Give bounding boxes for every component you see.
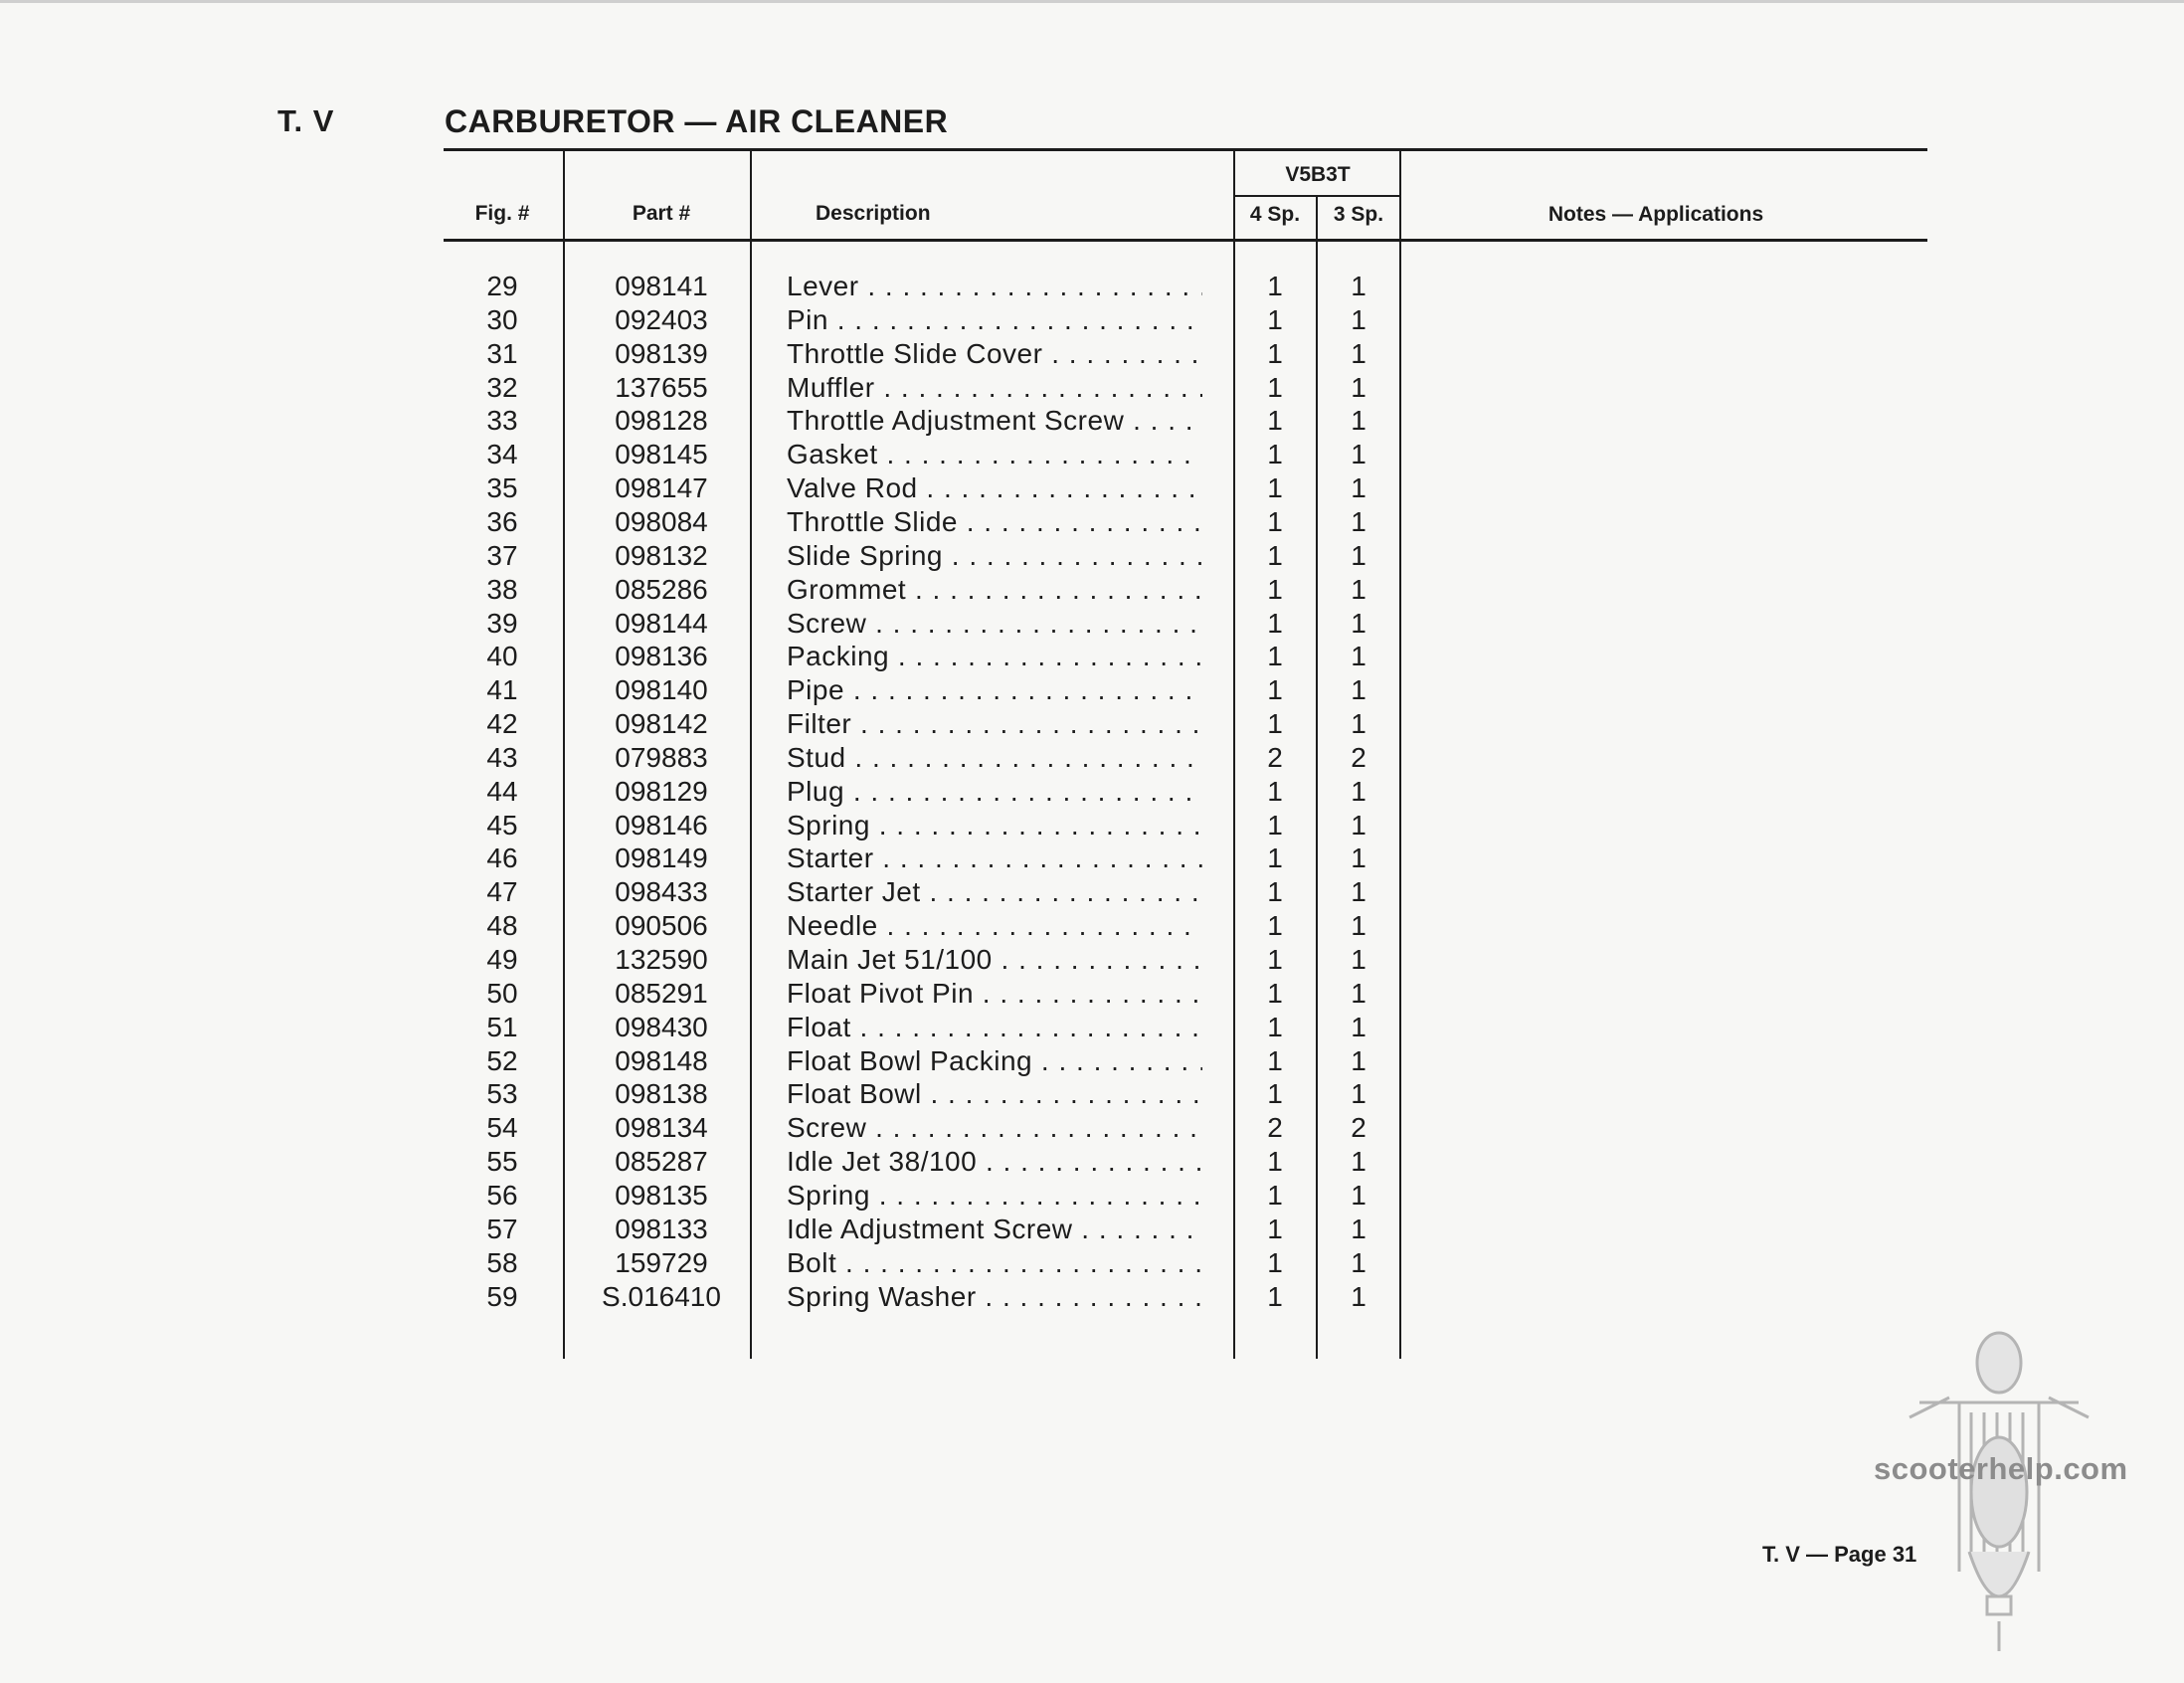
description-cell: Float Pivot Pin . . . xyxy=(787,977,1202,1011)
table-row xyxy=(0,1077,2184,1111)
description-cell: Main Jet 51/100 . . . xyxy=(787,943,1202,977)
fig-cell: 34 xyxy=(486,439,518,470)
qty-4sp-cell: 1 xyxy=(1267,1280,1283,1312)
fig-cell: 39 xyxy=(486,607,518,639)
qty-3sp-cell: 1 xyxy=(1351,303,1366,335)
qty-3sp-cell: 1 xyxy=(1351,505,1366,537)
qty-3sp-cell: 1 xyxy=(1351,573,1366,605)
fig-cell: 35 xyxy=(486,472,518,504)
description-cell: Throttle Slide Cover . . . xyxy=(787,337,1202,371)
fig-cell: 43 xyxy=(486,741,518,773)
qty-4sp-cell: 1 xyxy=(1267,1179,1283,1211)
qty-4sp-cell: 1 xyxy=(1267,674,1283,706)
description-cell: Idle Adjustment Screw . . . xyxy=(787,1213,1202,1246)
description-cell: Pipe . . . xyxy=(787,673,1202,707)
qty-4sp-cell: 1 xyxy=(1267,842,1283,874)
table-row xyxy=(0,505,2184,539)
description-cell: Lever . . . xyxy=(787,270,1202,303)
table-row xyxy=(0,303,2184,337)
description-cell: Float Bowl Packing . . . xyxy=(787,1044,1202,1078)
fig-cell: 47 xyxy=(486,876,518,908)
part-number-cell: 098149 xyxy=(615,842,708,874)
fig-cell: 45 xyxy=(486,809,518,841)
qty-3sp-cell: 1 xyxy=(1351,708,1366,740)
table-row xyxy=(0,909,2184,943)
part-number-cell: 098134 xyxy=(615,1112,708,1144)
watermark-text: scooterhelp.com xyxy=(1874,1451,2128,1486)
table-row xyxy=(0,842,2184,875)
part-number-cell: 098136 xyxy=(615,641,708,672)
fig-cell: 40 xyxy=(486,641,518,672)
part-number-cell: 092403 xyxy=(615,303,708,335)
header-fig: Fig. # xyxy=(474,202,530,225)
description-cell: Spring . . . xyxy=(787,809,1202,842)
description-cell: Plug . . . xyxy=(787,775,1202,809)
description-cell: Starter . . . xyxy=(787,842,1202,875)
table-row xyxy=(0,270,2184,303)
qty-4sp-cell: 1 xyxy=(1267,1011,1283,1042)
qty-4sp-cell: 2 xyxy=(1267,1112,1283,1144)
part-number-cell: S.016410 xyxy=(602,1280,721,1312)
fig-cell: 55 xyxy=(486,1146,518,1178)
qty-4sp-cell: 1 xyxy=(1267,303,1283,335)
fig-cell: 57 xyxy=(486,1213,518,1244)
qty-4sp-cell: 1 xyxy=(1267,607,1283,639)
part-number-cell: 098433 xyxy=(615,876,708,908)
description-cell: Idle Jet 38/100 . . . xyxy=(787,1145,1202,1179)
part-number-cell: 079883 xyxy=(615,741,708,773)
description-cell: Gasket . . . xyxy=(787,438,1202,471)
table-row xyxy=(0,640,2184,673)
page-footer: T. V — Page 31 xyxy=(1762,1542,1917,1567)
qty-3sp-cell: 1 xyxy=(1351,539,1366,571)
header-bottom-rule xyxy=(444,239,1927,242)
fig-cell: 36 xyxy=(486,505,518,537)
table-row xyxy=(0,1011,2184,1044)
fig-cell: 50 xyxy=(486,977,518,1009)
part-number-cell: 098135 xyxy=(615,1179,708,1211)
qty-3sp-cell: 1 xyxy=(1351,472,1366,504)
description-cell: Muffler . . . xyxy=(787,371,1202,405)
part-number-cell: 085291 xyxy=(615,977,708,1009)
table-row xyxy=(0,1179,2184,1213)
qty-3sp-cell: 1 xyxy=(1351,1078,1366,1110)
qty-3sp-cell: 1 xyxy=(1351,405,1366,437)
description-cell: Pin . . . xyxy=(787,303,1202,337)
fig-cell: 31 xyxy=(486,337,518,369)
table-row xyxy=(0,404,2184,438)
description-cell: Packing . . . xyxy=(787,640,1202,673)
section-label: T. V xyxy=(277,103,335,138)
table-row xyxy=(0,471,2184,505)
qty-4sp-cell: 1 xyxy=(1267,809,1283,841)
table-row xyxy=(0,707,2184,741)
qty-4sp-cell: 1 xyxy=(1267,708,1283,740)
table-row xyxy=(0,875,2184,909)
table-row xyxy=(0,337,2184,371)
description-cell: Screw . . . xyxy=(787,1111,1202,1145)
model-underline xyxy=(1234,195,1401,197)
table-row xyxy=(0,371,2184,405)
fig-cell: 44 xyxy=(486,775,518,807)
description-cell: Float Bowl . . . xyxy=(787,1077,1202,1111)
qty-4sp-cell: 1 xyxy=(1267,910,1283,942)
qty-3sp-cell: 1 xyxy=(1351,337,1366,369)
header-description: Description xyxy=(816,202,931,225)
qty-4sp-cell: 1 xyxy=(1267,775,1283,807)
part-number-cell: 098138 xyxy=(615,1078,708,1110)
fig-cell: 32 xyxy=(486,371,518,403)
fig-cell: 56 xyxy=(486,1179,518,1211)
header-top-rule xyxy=(444,148,1927,151)
table-row xyxy=(0,673,2184,707)
qty-3sp-cell: 1 xyxy=(1351,1044,1366,1076)
table-row xyxy=(0,573,2184,607)
fig-cell: 51 xyxy=(486,1011,518,1042)
qty-4sp-cell: 1 xyxy=(1267,439,1283,470)
table-row xyxy=(0,1111,2184,1145)
part-number-cell: 098133 xyxy=(615,1213,708,1244)
page-title: CARBURETOR — AIR CLEANER xyxy=(445,103,949,139)
qty-4sp-cell: 1 xyxy=(1267,1146,1283,1178)
qty-3sp-cell: 1 xyxy=(1351,1213,1366,1244)
fig-cell: 59 xyxy=(486,1280,518,1312)
fig-cell: 41 xyxy=(486,674,518,706)
fig-cell: 38 xyxy=(486,573,518,605)
description-cell: Valve Rod . . . xyxy=(787,471,1202,505)
table-row xyxy=(0,438,2184,471)
part-number-cell: 098430 xyxy=(615,1011,708,1042)
part-number-cell: 098084 xyxy=(615,505,708,537)
qty-3sp-cell: 1 xyxy=(1351,775,1366,807)
description-cell: Spring . . . xyxy=(787,1179,1202,1213)
part-number-cell: 098144 xyxy=(615,607,708,639)
part-number-cell: 085286 xyxy=(615,573,708,605)
table-row xyxy=(0,943,2184,977)
fig-cell: 53 xyxy=(486,1078,518,1110)
qty-3sp-cell: 1 xyxy=(1351,607,1366,639)
description-cell: Bolt . . . xyxy=(787,1246,1202,1280)
part-number-cell: 098140 xyxy=(615,674,708,706)
table-row xyxy=(0,809,2184,842)
fig-cell: 29 xyxy=(486,271,518,301)
qty-3sp-cell: 1 xyxy=(1351,944,1366,975)
qty-3sp-cell: 1 xyxy=(1351,977,1366,1009)
qty-3sp-cell: 2 xyxy=(1351,741,1366,773)
part-number-cell: 098129 xyxy=(615,775,708,807)
fig-cell: 58 xyxy=(486,1246,518,1278)
part-number-cell: 098148 xyxy=(615,1044,708,1076)
description-cell: Screw . . . xyxy=(787,607,1202,641)
fig-cell: 54 xyxy=(486,1112,518,1144)
top-edge-line xyxy=(0,0,2184,3)
table-row xyxy=(0,1213,2184,1246)
qty-4sp-cell: 1 xyxy=(1267,405,1283,437)
qty-4sp-cell: 1 xyxy=(1267,944,1283,975)
qty-3sp-cell: 1 xyxy=(1351,1146,1366,1178)
qty-4sp-cell: 1 xyxy=(1267,1213,1283,1244)
qty-3sp-cell: 2 xyxy=(1351,1112,1366,1144)
table-row xyxy=(0,1280,2184,1314)
description-cell: Throttle Slide . . . xyxy=(787,505,1202,539)
qty-3sp-cell: 1 xyxy=(1351,910,1366,942)
header-notes: Notes — Applications xyxy=(1547,203,1764,226)
part-number-cell: 132590 xyxy=(615,944,708,975)
description-cell: Starter Jet . . . xyxy=(787,875,1202,909)
qty-4sp-cell: 1 xyxy=(1267,271,1283,301)
description-cell: Filter . . . xyxy=(787,707,1202,741)
qty-3sp-cell: 1 xyxy=(1351,1246,1366,1278)
part-number-cell: 098142 xyxy=(615,708,708,740)
qty-4sp-cell: 1 xyxy=(1267,472,1283,504)
scooter-logo xyxy=(1890,1323,2108,1656)
qty-3sp-cell: 1 xyxy=(1351,1011,1366,1042)
table-row xyxy=(0,539,2184,573)
header-part: Part # xyxy=(632,202,691,225)
qty-3sp-cell: 1 xyxy=(1351,809,1366,841)
part-number-cell: 098146 xyxy=(615,809,708,841)
part-number-cell: 098141 xyxy=(615,271,708,301)
description-cell: Spring Washer . . . xyxy=(787,1280,1202,1314)
description-cell: Throttle Adjustment Screw . . . xyxy=(787,404,1202,438)
description-cell: Grommet . . . xyxy=(787,573,1202,607)
qty-3sp-cell: 1 xyxy=(1351,1280,1366,1312)
table-row xyxy=(0,741,2184,775)
qty-4sp-cell: 1 xyxy=(1267,876,1283,908)
qty-4sp-cell: 1 xyxy=(1267,1044,1283,1076)
qty-3sp-cell: 1 xyxy=(1351,271,1366,301)
qty-3sp-cell: 1 xyxy=(1351,674,1366,706)
fig-cell: 49 xyxy=(486,944,518,975)
description-cell: Slide Spring . . . xyxy=(787,539,1202,573)
qty-3sp-cell: 1 xyxy=(1351,371,1366,403)
description-cell: Stud . . . xyxy=(787,741,1202,775)
qty-4sp-cell: 1 xyxy=(1267,641,1283,672)
table-row xyxy=(0,607,2184,641)
qty-3sp-cell: 1 xyxy=(1351,1179,1366,1211)
description-cell: Float . . . xyxy=(787,1011,1202,1044)
part-number-cell: 137655 xyxy=(615,371,708,403)
part-number-cell: 098139 xyxy=(615,337,708,369)
part-number-cell: 098128 xyxy=(615,405,708,437)
qty-4sp-cell: 1 xyxy=(1267,977,1283,1009)
description-cell: Needle . . . xyxy=(787,909,1202,943)
fig-cell: 33 xyxy=(486,405,518,437)
part-number-cell: 098145 xyxy=(615,439,708,470)
header-model: V5B3T xyxy=(1285,163,1351,186)
qty-4sp-cell: 1 xyxy=(1267,1246,1283,1278)
qty-3sp-cell: 1 xyxy=(1351,842,1366,874)
table-row xyxy=(0,977,2184,1011)
table-row xyxy=(0,1246,2184,1280)
fig-cell: 37 xyxy=(486,539,518,571)
qty-4sp-cell: 1 xyxy=(1267,371,1283,403)
header-4sp: 4 Sp. xyxy=(1249,203,1301,226)
part-number-cell: 090506 xyxy=(615,910,708,942)
qty-4sp-cell: 2 xyxy=(1267,741,1283,773)
qty-4sp-cell: 1 xyxy=(1267,505,1283,537)
part-number-cell: 098132 xyxy=(615,539,708,571)
fig-cell: 30 xyxy=(486,303,518,335)
fig-cell: 46 xyxy=(486,842,518,874)
qty-3sp-cell: 1 xyxy=(1351,439,1366,470)
table-row xyxy=(0,1145,2184,1179)
qty-4sp-cell: 1 xyxy=(1267,337,1283,369)
header-3sp: 3 Sp. xyxy=(1333,203,1384,226)
qty-3sp-cell: 1 xyxy=(1351,876,1366,908)
qty-4sp-cell: 1 xyxy=(1267,573,1283,605)
qty-3sp-cell: 1 xyxy=(1351,641,1366,672)
part-number-cell: 159729 xyxy=(615,1246,708,1278)
part-number-cell: 098147 xyxy=(615,472,708,504)
qty-4sp-cell: 1 xyxy=(1267,539,1283,571)
table-row xyxy=(0,775,2184,809)
part-number-cell: 085287 xyxy=(615,1146,708,1178)
fig-cell: 48 xyxy=(486,910,518,942)
table-row xyxy=(0,1044,2184,1078)
fig-cell: 52 xyxy=(486,1044,518,1076)
qty-4sp-cell: 1 xyxy=(1267,1078,1283,1110)
fig-cell: 42 xyxy=(486,708,518,740)
